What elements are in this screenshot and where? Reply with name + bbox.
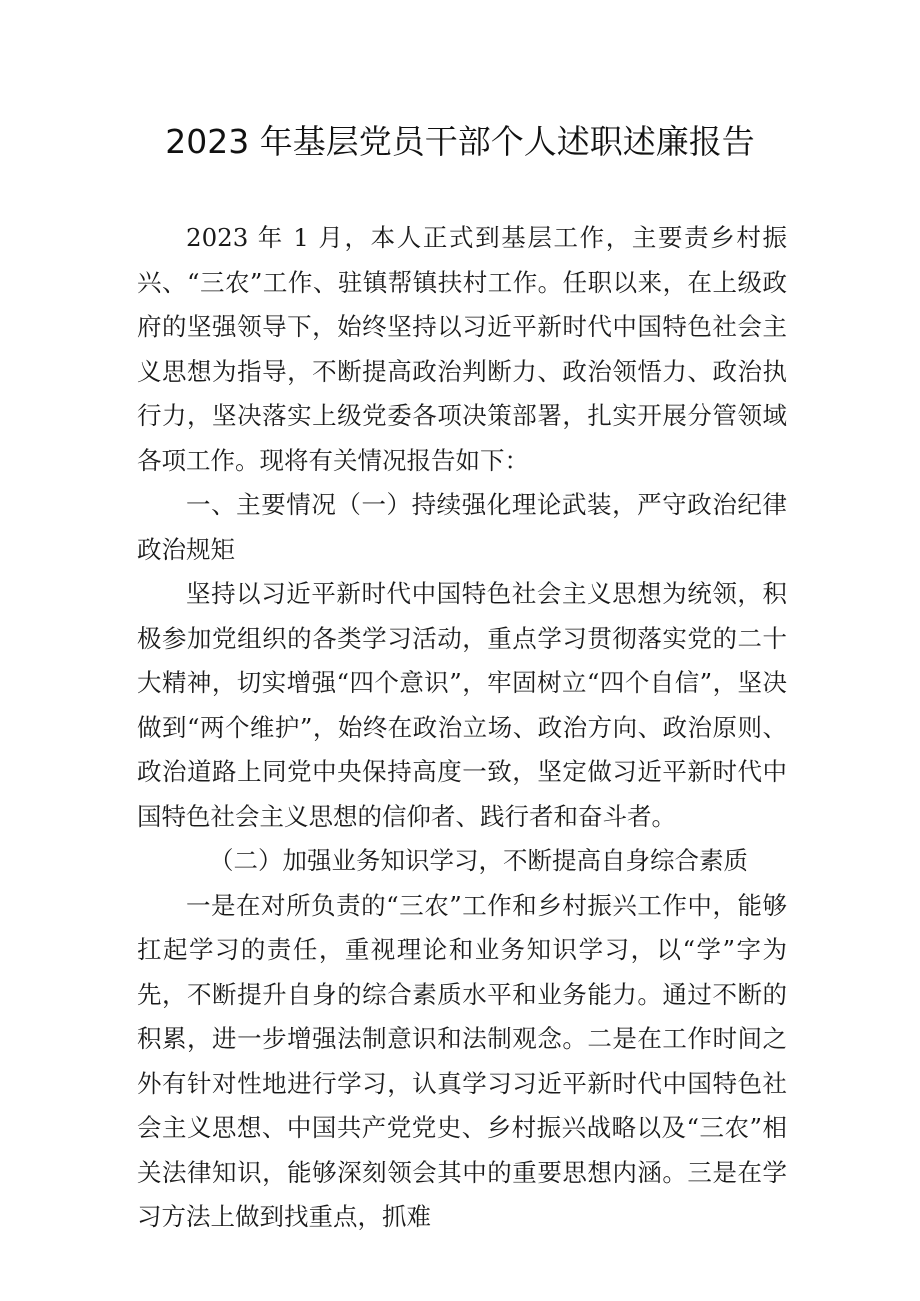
- paragraph-theory: 坚持以习近平新时代中国特色社会主义思想为统领，积极参加党组织的各类学习活动，重点学习贯彻落实党的二十大精神，切实增强“四个意识”，牢固树立“四个自信”，坚决做到“两个维护”，始终在政治立场、政治方向、政治原则、政治道路上同党中央保持高度一致，坚定做习近平新时代中国特色社会主义思想的信仰者、践行者和奋斗者。: [137, 579, 787, 831]
- document-title: 2023 年基层党员干部个人述职述廉报告: [165, 122, 755, 161]
- paragraph-intro: 2023 年 1 月，本人正式到基层工作，主要责乡村振兴、“三农”工作、驻镇帮镇扶村工作。任职以来，在上级政府的坚强领导下，始终坚持以习近平新时代中国特色社会主义思想为指导，不断提高政治判断力、政治领悟力、政治执行力，坚决落实上级党委各项决策部署，扎实开展分管领域各项工作。现将有关情况报告如下：: [137, 223, 787, 475]
- section-heading-2: （二）加强业务知识学习，不断提高自身综合素质: [209, 846, 748, 875]
- section-heading-1: 一、主要情况（一）持续强化理论武装，严守政治纪律政治规矩: [137, 490, 787, 564]
- paragraph-study: 一是在对所负责的“三农”工作和乡村振兴工作中，能够扛起学习的责任，重视理论和业务知识学习，以“学”字为先，不断提升自身的综合素质水平和业务能力。通过不断的积累，进一步增强法制意识和法制观念。二是在工作时间之外有针对性地进行学习，认真学习习近平新时代中国特色社会主义思想、中国共产党党史、乡村振兴战略以及“三农”相关法律知识，能够深刻领会其中的重要思想内涵。三是在学习方法上做到找重点，抓难: [137, 890, 787, 1231]
- document-body: [137, 216, 787, 1240]
